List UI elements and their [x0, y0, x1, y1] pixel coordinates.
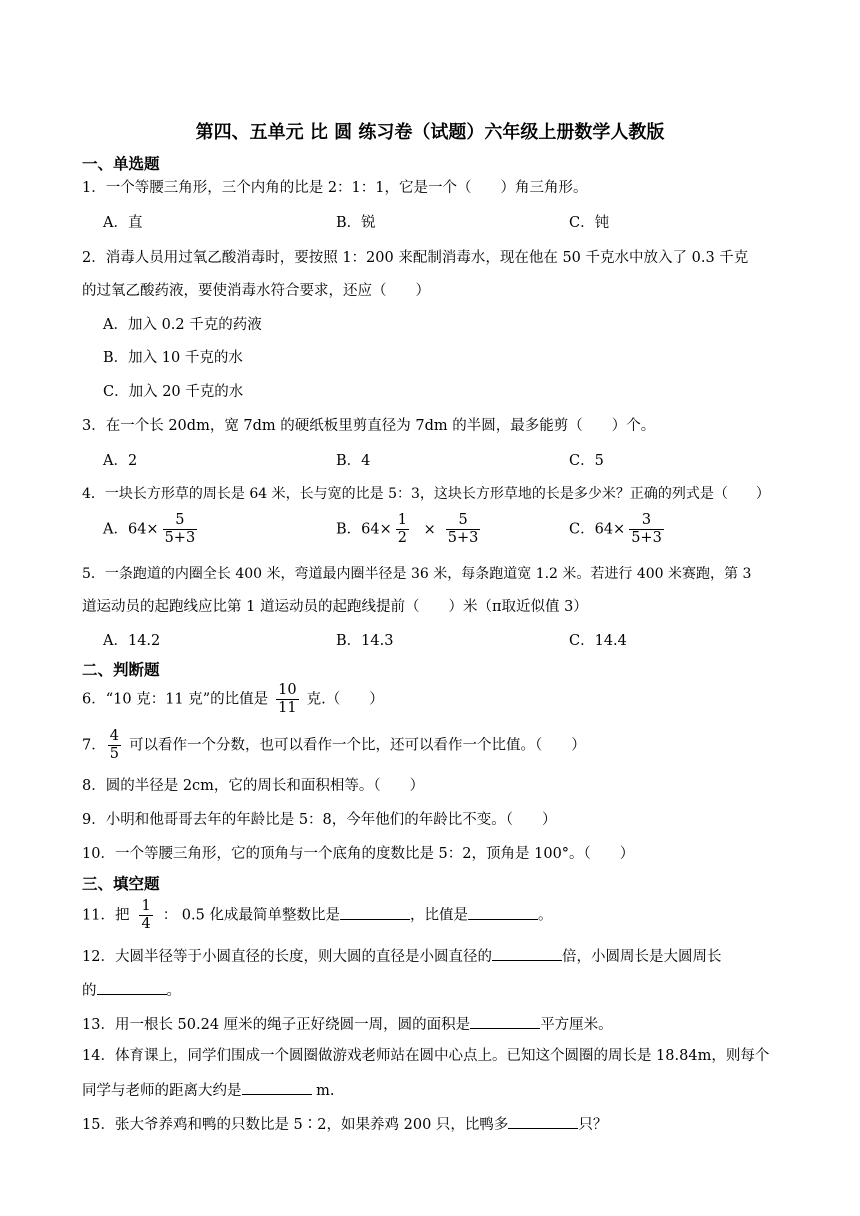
q13-prefix: 13．用一根长 50.24 厘米的绳子正好绕圆一周，圆的面积是 [82, 1017, 471, 1033]
section-heading-single-choice: 一、单选题 [82, 155, 160, 173]
q12-line2-prefix: 的 [82, 983, 97, 999]
answer-blank[interactable] [97, 980, 167, 995]
denominator: 5+3 [447, 530, 479, 546]
question-6 [82, 682, 384, 717]
answer-blank[interactable] [508, 1114, 578, 1129]
q4-option-c [569, 512, 668, 547]
fraction [629, 512, 664, 547]
denominator: 5 [109, 746, 119, 762]
q15-prefix: 15．张大爷养鸡和鸭的只数比是 5∶2，如果养鸡 200 只，比鸭多 [82, 1117, 509, 1133]
fraction [139, 898, 152, 933]
question-11 [82, 898, 552, 933]
question-5-line-1: 5．一条跑道的内圈全长 400 米，弯道最内圈半径是 36 米，每条跑道宽 1.2 米。若进行 400 米赛跑，第 3 [82, 566, 752, 582]
q6-suffix: 克.（ ） [306, 691, 384, 708]
times-sign: × [423, 521, 436, 538]
section-heading-fill-blank: 三、填空题 [82, 875, 160, 893]
fraction [108, 728, 121, 763]
question-14-line-1: 14．体育课上，同学们围成一个圆圈做游戏老师站在圆中心点上。已知这个圆圈的周长是 18.84m，则每个 [82, 1048, 770, 1064]
q4-option-a [103, 512, 201, 547]
q3-option-a: A．2 [103, 453, 138, 469]
denominator: 11 [278, 700, 297, 716]
numerator: 1 [141, 898, 151, 914]
denominator: 5+3 [164, 530, 196, 546]
q12-middle: 倍，小圆周长是大圆周长 [561, 949, 722, 965]
question-3: 3．在一个长 20dm，宽 7dm 的硬纸板里剪直径为 7dm 的半圆，最多能剪（ ）个。 [82, 418, 656, 434]
q4-a-prefix: A．64× [103, 521, 159, 538]
question-10: 10．一个等腰三角形，它的顶角与一个底角的度数比是 5：2，顶角是 100°。（ ） [82, 846, 635, 862]
numerator: 10 [278, 682, 297, 698]
q4-option-b [336, 512, 484, 547]
q11-middle: ： 0.5 化成最简单整数比是 [162, 907, 340, 924]
q5-option-c: C．14.4 [569, 633, 627, 649]
answer-blank[interactable] [492, 946, 562, 961]
page-title: 第四、五单元 比 圆 练习卷（试题）六年级上册数学人教版 [195, 122, 665, 143]
q11-middle-2: ，比值是 [409, 907, 468, 924]
numerator: 3 [629, 512, 664, 530]
q12-line2-end: 。 [166, 983, 181, 999]
q2-option-a: A．加入 0.2 千克的药液 [103, 317, 262, 333]
answer-blank[interactable] [340, 905, 410, 920]
question-12-line-1 [82, 946, 721, 967]
denominator: 4 [141, 916, 151, 932]
fraction [396, 512, 409, 547]
q2-option-c: C．加入 20 千克的水 [103, 384, 244, 400]
question-15 [82, 1114, 607, 1135]
answer-blank[interactable] [468, 905, 538, 920]
question-4: 4．一块长方形草的周长是 64 米，长与宽的比是 5：3，这块长方形草地的长是多少米？正确的列式是（ ） [82, 486, 770, 502]
numerator: 5 [163, 512, 198, 530]
numerator: 4 [109, 728, 119, 744]
question-13 [82, 1014, 613, 1035]
q2-option-b: B．加入 10 千克的水 [103, 350, 243, 366]
q7-suffix: 可以看作一个分数，也可以看作一个比，还可以看作一个比值。（ ） [128, 737, 586, 754]
q3-option-b: B．4 [336, 453, 371, 469]
fraction [163, 512, 198, 547]
q6-prefix: 6．“10 克：11 克”的比值是 [82, 691, 269, 708]
q1-option-a: A．直 [103, 215, 143, 231]
q7-prefix: 7． [82, 737, 106, 754]
question-2-line-2: 的过氧乙酸药液，要使消毒水符合要求，还应（ ） [82, 283, 430, 299]
question-9: 9．小明和他哥哥去年的年龄比是 5：8，今年他们的年龄比不变。（ ） [82, 812, 557, 828]
numerator: 1 [397, 512, 407, 528]
q4-b-prefix: B．64× [336, 521, 392, 538]
q1-option-b: B．锐 [336, 215, 376, 231]
q15-end: 只？ [578, 1117, 608, 1133]
q4-c-prefix: C．64× [569, 521, 626, 538]
answer-blank[interactable] [242, 1080, 312, 1095]
q12-prefix: 12．大圆半径等于小圆直径的长度，则大圆的直径是小圆直径的 [82, 949, 492, 965]
fraction [446, 512, 481, 547]
question-1: 1．一个等腰三角形，三个内角的比是 2：1：1，它是一个（ ）角三角形。 [82, 180, 588, 196]
section-heading-true-false: 二、判断题 [82, 661, 160, 679]
denominator: 5+3 [631, 530, 662, 546]
q5-option-b: B．14.3 [336, 633, 394, 649]
question-8: 8．圆的半径是 2cm，它的周长和面积相等。（ ） [82, 778, 425, 794]
numerator: 5 [446, 512, 481, 530]
question-14-line-2 [82, 1080, 334, 1101]
q13-end: 平方厘米。 [540, 1017, 613, 1033]
question-12-line-2 [82, 980, 181, 1001]
question-5-line-2: 道运动员的起跑线应比第 1 道运动员的起跑线提前（ ）米（π取近似值 3） [82, 599, 588, 615]
answer-blank[interactable] [470, 1014, 540, 1029]
q11-end: 。 [537, 907, 553, 924]
q11-prefix: 11．把 [82, 907, 130, 924]
question-2-line-1: 2．消毒人员用过氧乙酸消毒时，要按照 1：200 来配制消毒水，现在他在 50 千克水中放入了 0.3 千克 [82, 250, 749, 266]
q3-option-c: C．5 [569, 453, 604, 469]
question-7 [82, 728, 586, 763]
q1-option-c: C．钝 [569, 215, 610, 231]
fraction [276, 682, 298, 717]
q5-option-a: A．14.2 [103, 633, 161, 649]
q14-line2-end: m. [311, 1083, 335, 1099]
q14-line2-prefix: 同学与老师的距离大约是 [82, 1083, 242, 1099]
denominator: 2 [397, 530, 407, 546]
